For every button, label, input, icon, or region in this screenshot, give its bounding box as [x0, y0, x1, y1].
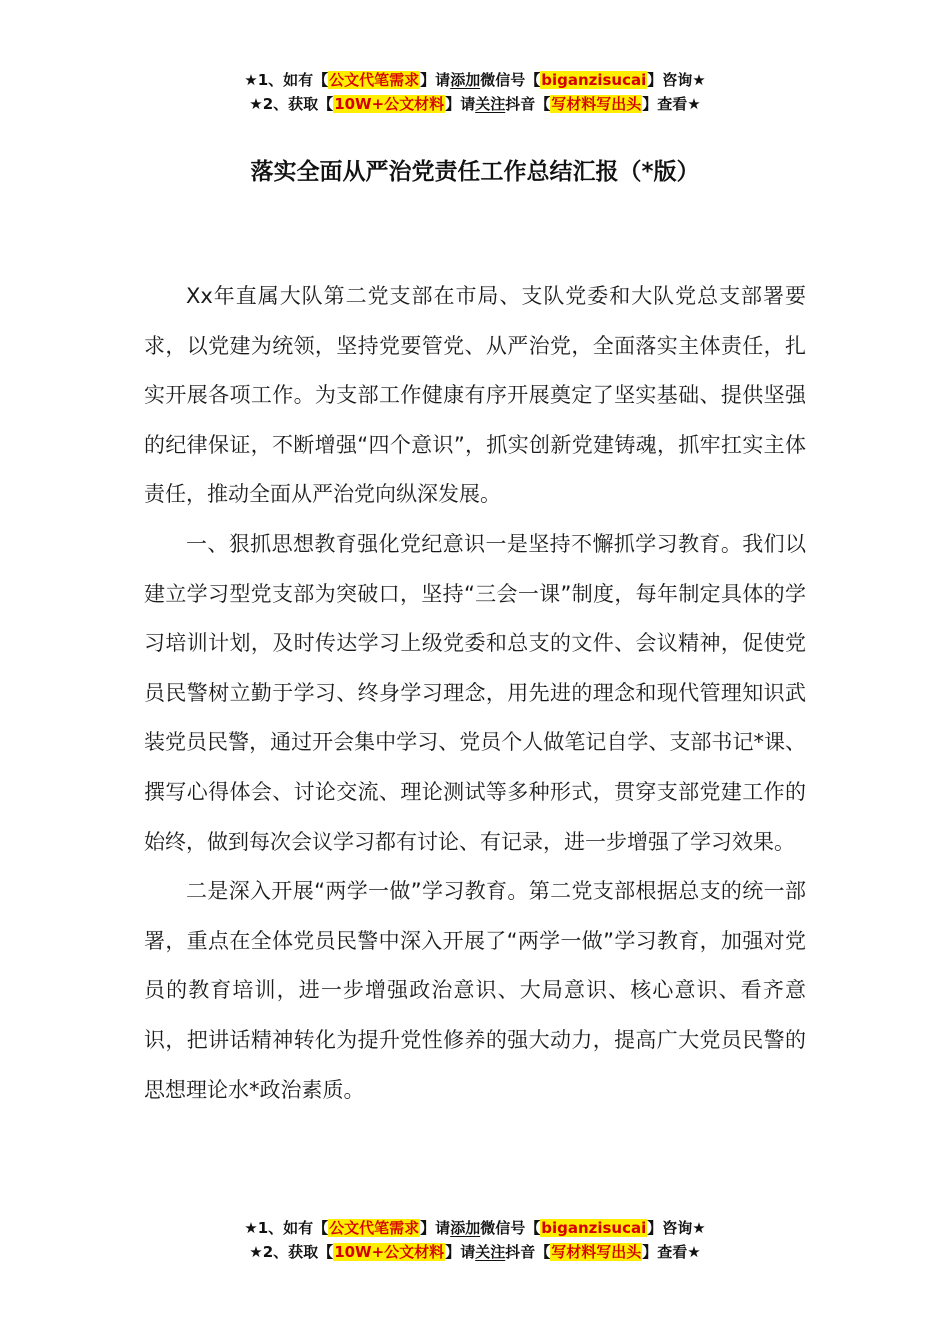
- document-title: 落实全面从严治党责任工作总结汇报（*版）: [250, 159, 700, 185]
- footer-line2-prefix: ★2、获取【: [249, 1243, 334, 1261]
- banner-highlight-materials: 10W+公文材料: [334, 95, 445, 113]
- paragraph-section-one: 一、狠抓思想教育强化党纪意识一是坚持不懈抓学习教育。我们以建立学习型党支部为突破口，坚持“三会一课”制度，每年制定具体的学习培训计划，及时传达学习上级党委和总支的文件、会议精神，促使党员民警树立勤于学习、终身学习理念，用先进的理念和现代管理知识武装党员民警，通过开会集中学习、党员个人做笔记自学、支部书记*课、撰写心得体会、讨论交流、理论测试等多种形式，贯穿支部党建工作的始终，做到每次会议学习都有讨论、有记录，进一步增强了学习效果。: [144, 531, 806, 854]
- banner-line-1: [0, 68, 950, 92]
- banner-highlight-douyin: 写材料写出头: [551, 95, 642, 113]
- banner-line1-prefix: ★1、如有【: [244, 71, 329, 89]
- banner-underline-follow: 关注: [475, 95, 506, 113]
- footer-line1-mid2: 微信号【: [480, 1219, 541, 1237]
- banner-line1-suffix: 】咨询★: [647, 71, 706, 89]
- footer-highlight-douyin: 写材料写出头: [551, 1243, 642, 1261]
- banner-line2-mid2: 抖音【: [505, 95, 551, 113]
- paragraph-section-two: 二是深入开展“两学一做”学习教育。第二党支部根据总支的统一部署，重点在全体党员民警中深入开展了“两学一做”学习教育，加强对党员的教育培训，进一步增强政治意识、大局意识、核心意识、看齐意识，把讲话精神转化为提升党性修养的强大动力，提高广大党员民警的思想理论水*政治素质。: [144, 879, 806, 1102]
- header-banner: [0, 68, 950, 116]
- footer-line1-prefix: ★1、如有【: [244, 1219, 329, 1237]
- footer-banner: [0, 1216, 950, 1264]
- banner-highlight-service: 公文代笔需求: [329, 71, 420, 89]
- footer-banner-line-2: [0, 1240, 950, 1264]
- footer-line2-suffix: 】查看★: [642, 1243, 701, 1261]
- banner-line2-suffix: 】查看★: [642, 95, 701, 113]
- footer-banner-line-1: [0, 1216, 950, 1240]
- footer-underline-follow: 关注: [475, 1243, 506, 1261]
- banner-line2-mid: 】请: [445, 95, 476, 113]
- footer-line2-mid: 】请: [445, 1243, 476, 1261]
- banner-line1-mid: 】请: [420, 71, 451, 89]
- footer-highlight-materials: 10W+公文材料: [334, 1243, 445, 1261]
- paragraph-intro: Xx年直属大队第二党支部在市局、支队党委和大队党总支部署要求，以党建为统领，坚持党要管党、从严治党，全面落实主体责任，扎实开展各项工作。为支部工作健康有序开展奠定了坚实基础、提供坚强的纪律保证，不断增强“四个意识”，抓实创新党建铸魂，抓牢扛实主体责任，推动全面从严治党向纵深发展。: [144, 284, 806, 507]
- footer-underline-add: 添加: [450, 1219, 481, 1237]
- banner-line-2: [0, 92, 950, 116]
- banner-line1-mid2: 微信号【: [480, 71, 541, 89]
- footer-line1-suffix: 】咨询★: [647, 1219, 706, 1237]
- banner-highlight-wechat-id: biganzisucai: [541, 71, 647, 89]
- footer-highlight-wechat-id: biganzisucai: [541, 1219, 647, 1237]
- banner-line2-prefix: ★2、获取【: [249, 95, 334, 113]
- banner-underline-add: 添加: [450, 71, 481, 89]
- footer-highlight-service: 公文代笔需求: [329, 1219, 420, 1237]
- footer-line1-mid: 】请: [420, 1219, 451, 1237]
- footer-line2-mid2: 抖音【: [505, 1243, 551, 1261]
- document-body: [144, 272, 806, 1115]
